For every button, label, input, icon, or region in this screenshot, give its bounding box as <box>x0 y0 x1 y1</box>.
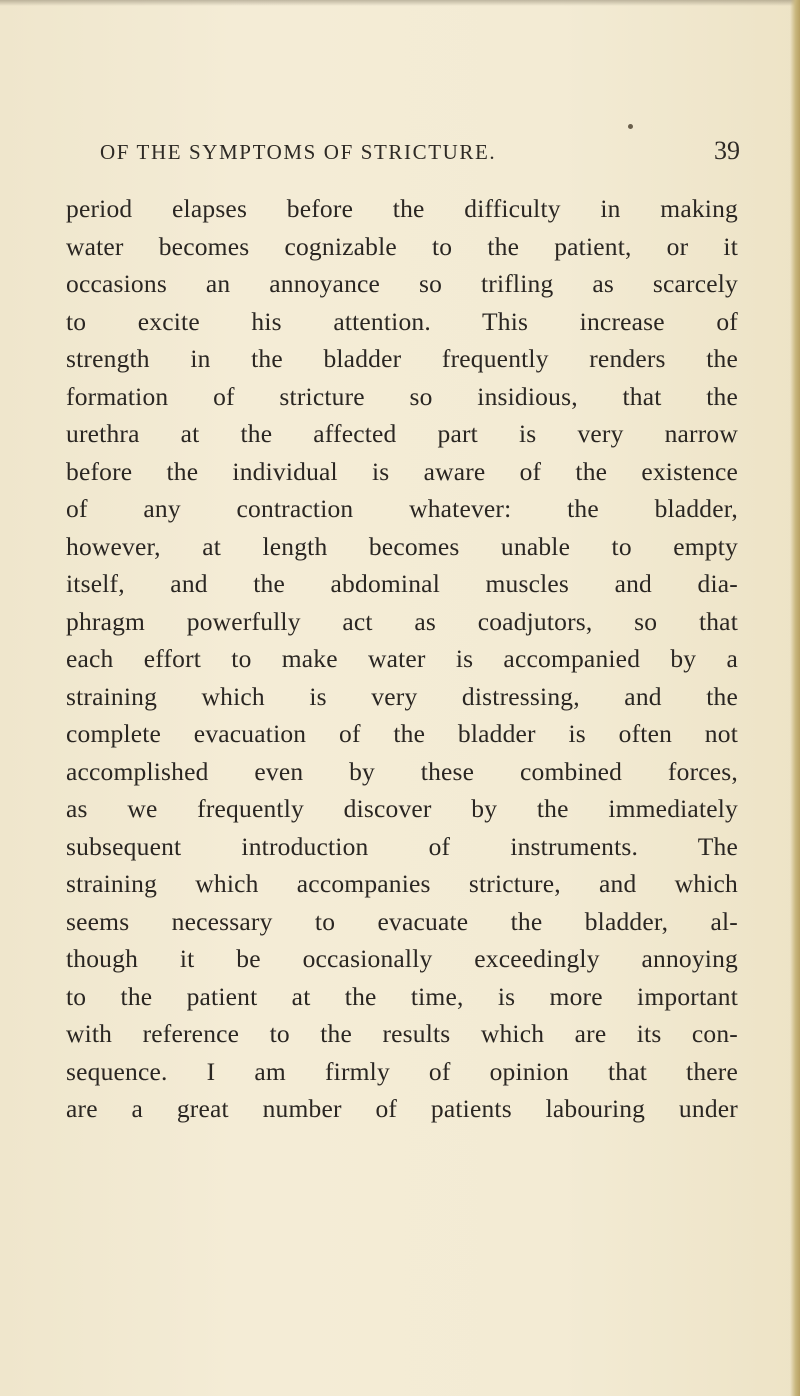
text-line: of any contraction whatever: the bladder, <box>66 494 738 523</box>
text-line: period elapses before the difficulty in making <box>66 194 738 223</box>
text-line: however, at length becomes unable to empty <box>66 531 738 561</box>
text-line: seems necessary to evacuate the bladder, al- <box>66 906 738 936</box>
text-line: urethra at the affected part is very narrow <box>66 419 738 448</box>
running-head-title: OF THE SYMPTOMS OF STRICTURE. <box>100 140 497 164</box>
body-text <box>66 190 738 1128</box>
text-line: with reference to the results which are its con- <box>66 1019 738 1048</box>
text-line: water becomes cognizable to the patient, or it <box>66 231 738 261</box>
text-line: each effort to make water is accompanied by a <box>66 644 738 673</box>
ink-speck <box>628 124 633 129</box>
page-number: 39 <box>714 136 740 165</box>
text-line: are a great number of patients labouring under <box>66 1094 738 1123</box>
text-line: straining which is very distressing, and the <box>66 681 738 711</box>
text-line: strength in the bladder frequently renders the <box>66 344 738 373</box>
page-right-edge <box>790 0 800 1396</box>
text-line: sequence. I am firmly of opinion that there <box>66 1056 738 1086</box>
text-line: subsequent introduction of instruments. The <box>66 831 738 861</box>
text-line: accomplished even by these combined forces, <box>66 756 738 786</box>
text-line: before the individual is aware of the existence <box>66 456 738 486</box>
text-line: formation of stricture so insidious, that the <box>66 381 738 411</box>
text-line: occasions an annoyance so trifling as scarcely <box>66 269 738 298</box>
text-line: complete evacuation of the bladder is often not <box>66 719 738 748</box>
text-line: to the patient at the time, is more important <box>66 981 738 1011</box>
text-line: though it be occasionally exceedingly annoying <box>66 944 738 973</box>
text-line: phragm powerfully act as coadjutors, so that <box>66 606 738 636</box>
text-line: itself, and the abdominal muscles and dia- <box>66 569 738 598</box>
page-top-shadow <box>0 0 800 6</box>
text-line: as we frequently discover by the immediately <box>66 794 738 823</box>
running-head <box>60 136 740 172</box>
text-line: to excite his attention. This increase of <box>66 306 738 336</box>
text-line: straining which accompanies stricture, and which <box>66 869 738 898</box>
